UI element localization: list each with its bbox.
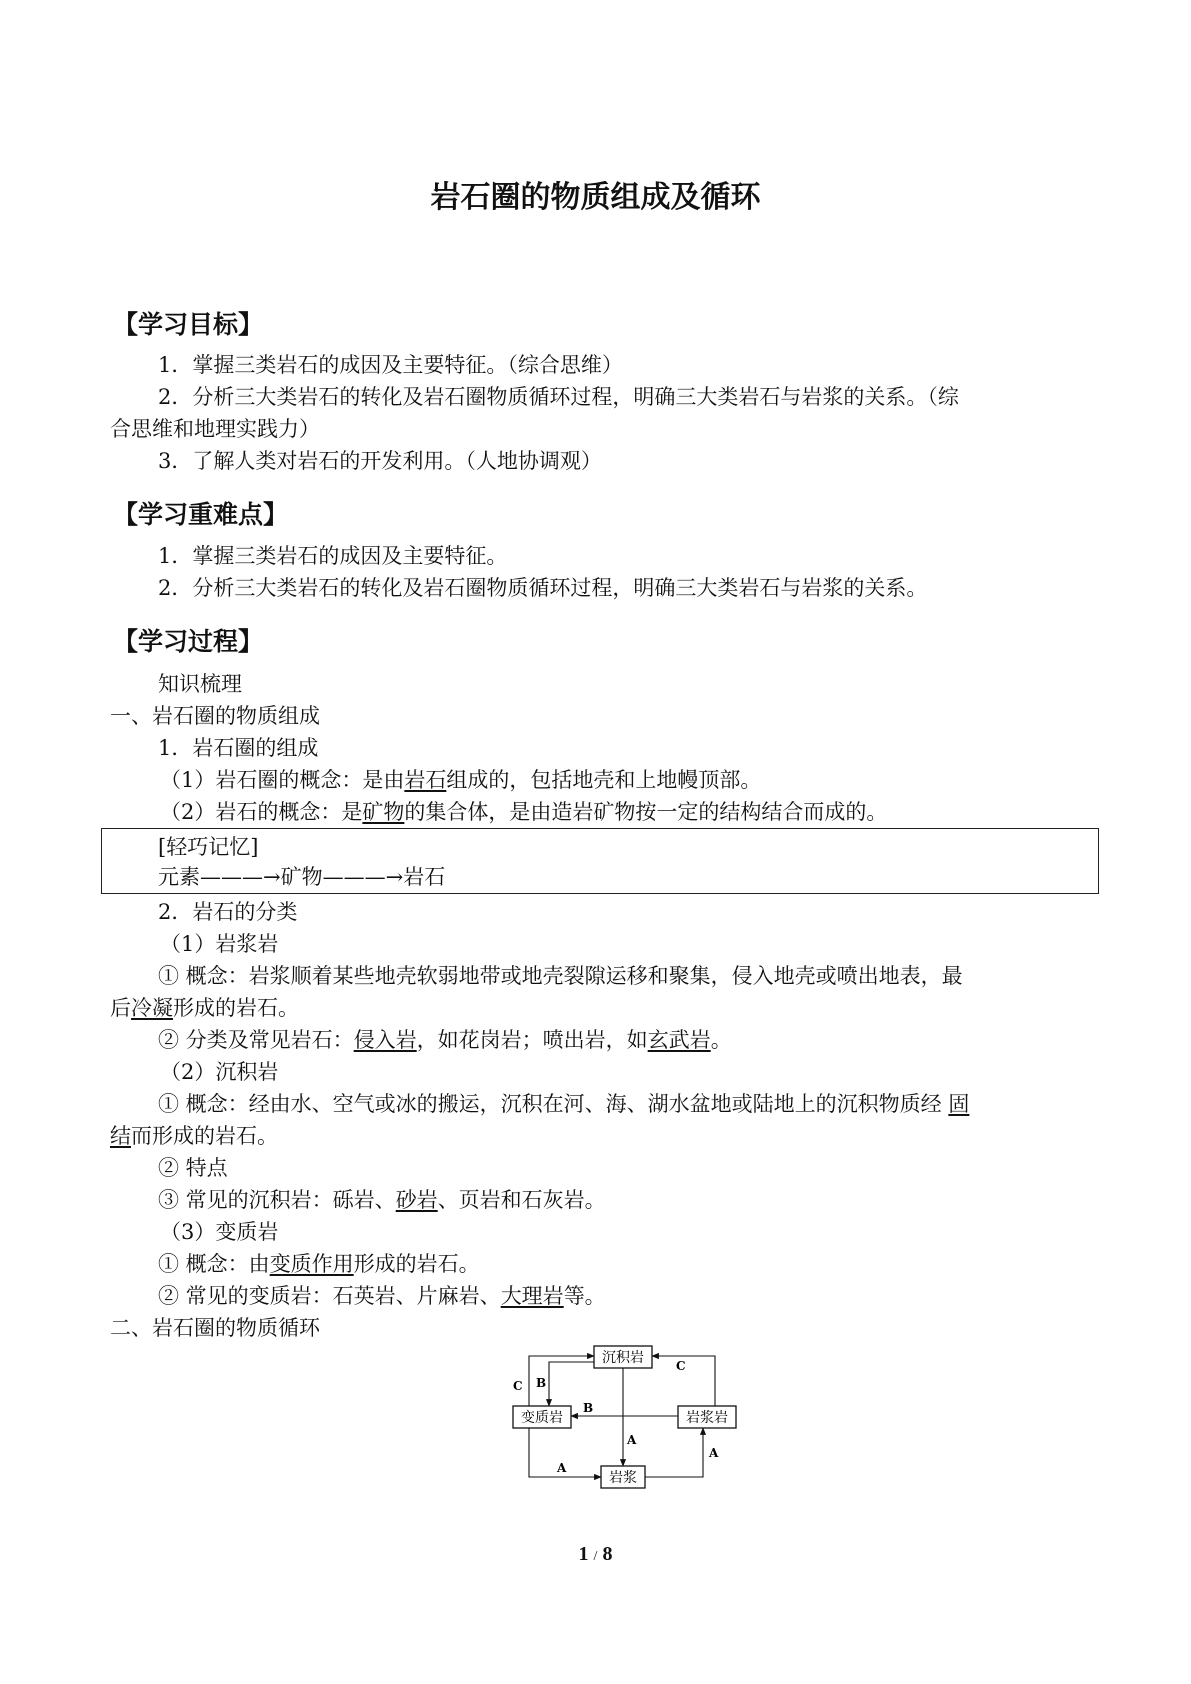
label-b-middle: B [583,1401,594,1415]
page-number [0,1543,1191,1566]
arrow-sedimentary-to-metamorphic [549,1362,594,1406]
answer-mineral: 矿物 [362,800,405,824]
label-c-top: C [676,1359,686,1373]
label-b-left: B [536,1376,547,1390]
node-metamorphic-label: 变质岩 [521,1410,563,1426]
rock-concept-text: （2）岩石的概念：是 [160,800,363,824]
rock-cycle-diagram [505,1340,750,1490]
igneous-types-tail: 。 [710,1028,732,1052]
sedimentary-common [158,1187,606,1213]
rock-classification-heading: 2．岩石的分类 [158,900,298,924]
sedimentary-common-text: ③ 常见的沉积岩：砾岩、 [158,1188,396,1212]
igneous-heading: （1）岩浆岩 [160,932,279,956]
sedimentary-feature: ② 特点 [158,1156,228,1180]
igneous-types-mid: ，如花岗岩；喷出岩，如 [416,1028,648,1052]
goal-1: 1．掌握三类岩石的成因及主要特征。（综合思维） [158,353,623,377]
metamorphic-heading: （3）变质岩 [160,1220,279,1244]
label-a-center: A [627,1433,637,1447]
arrow-magma-to-igneous [645,1428,703,1477]
answer-metamorphism: 变质作用 [269,1252,354,1276]
key-point-2: 2．分析三大类岩石的转化及岩石圈物质循环过程，明确三大类岩石与岩浆的关系。 [158,576,928,600]
sedimentary-concept-tail: 而形成的岩石。 [131,1124,278,1148]
answer-sandstone: 砂岩 [395,1188,438,1212]
page-current: 1 [578,1543,589,1565]
igneous-concept-text: 后 [110,996,131,1020]
part-2-heading: 二、岩石圈的物质循环 [110,1316,320,1340]
key-point-1: 1．掌握三类岩石的成因及主要特征。 [158,544,508,568]
page-title: 岩石圈的物质组成及循环 [430,180,761,215]
lithosphere-concept-text: （1）岩石圈的概念：是由 [160,768,405,792]
metamorphic-concept-text: ① 概念：由 [158,1252,270,1276]
answer-cooling: 冷凝 [131,996,173,1020]
answer-basalt: 玄武岩 [647,1028,711,1052]
sedimentary-heading: （2）沉积岩 [160,1060,279,1084]
label-c-left: C [513,1379,523,1393]
node-igneous-label: 岩浆岩 [686,1410,728,1426]
section-heading-key-points: 【学习重难点】 [113,500,289,529]
answer-intrusive: 侵入岩 [353,1028,417,1052]
metamorphic-common [158,1283,606,1309]
goal-2-line-2: 合思维和地理实践力） [110,417,320,441]
sedimentary-concept-line-2 [110,1123,278,1149]
rock-concept-tail: 的集合体，是由造岩矿物按一定的结构结合而成的。 [404,800,888,824]
section-heading-process: 【学习过程】 [113,627,264,656]
metamorphic-concept [158,1251,480,1277]
memory-tip-title: [轻巧记忆] [158,835,259,859]
sedimentary-concept-text: ① 概念：经由水、空气或冰的搬运，沉积在河、海、湖水盆地或陆地上的沉积物质经 [158,1092,949,1116]
memory-tip-chain: 元素———→矿物———→岩石 [158,865,446,889]
node-sedimentary-label: 沉积岩 [602,1350,644,1366]
igneous-types [158,1027,732,1053]
sedimentary-concept-line-1 [158,1091,969,1117]
igneous-types-text: ② 分类及常见岩石： [158,1028,354,1052]
answer-rock: 岩石 [404,768,447,792]
section-heading-goals: 【学习目标】 [113,310,264,339]
igneous-concept-tail: 形成的岩石。 [173,996,299,1020]
lithosphere-concept [160,767,761,793]
label-a-bottom: A [557,1461,567,1475]
lithosphere-concept-tail: 组成的，包括地壳和上地幔顶部。 [446,768,762,792]
node-magma-label: 岩浆 [609,1470,637,1486]
metamorphic-common-text: ② 常见的变质岩：石英岩、片麻岩、 [158,1284,501,1308]
lithosphere-composition-heading: 1．岩石圈的组成 [158,736,319,760]
igneous-concept-line-2 [110,995,299,1021]
sedimentary-common-tail: 、页岩和石灰岩。 [437,1188,606,1212]
goal-3: 3．了解人类对岩石的开发利用。（人地协调观） [158,449,602,473]
label-a-right: A [709,1446,719,1460]
page-separator: / [593,1549,598,1564]
answer-consolidation-part-2: 结 [110,1124,131,1148]
answer-marble: 大理岩 [500,1284,564,1308]
page-total: 8 [602,1543,613,1565]
igneous-concept-line-1: ① 概念：岩浆顺着某些地壳软弱地带或地壳裂隙运移和聚集，侵入地壳或喷出地表，最 [158,964,963,988]
metamorphic-concept-tail: 形成的岩石。 [353,1252,480,1276]
answer-consolidation-part-1: 固 [948,1092,970,1116]
part-1-heading: 一、岩石圈的物质组成 [110,704,320,728]
rock-concept [160,799,887,825]
knowledge-heading: 知识梳理 [158,672,242,696]
metamorphic-common-tail: 等。 [563,1284,606,1308]
goal-2-line-1: 2．分析三大类岩石的转化及岩石圈物质循环过程，明确三大类岩石与岩浆的关系。（综 [158,385,959,409]
